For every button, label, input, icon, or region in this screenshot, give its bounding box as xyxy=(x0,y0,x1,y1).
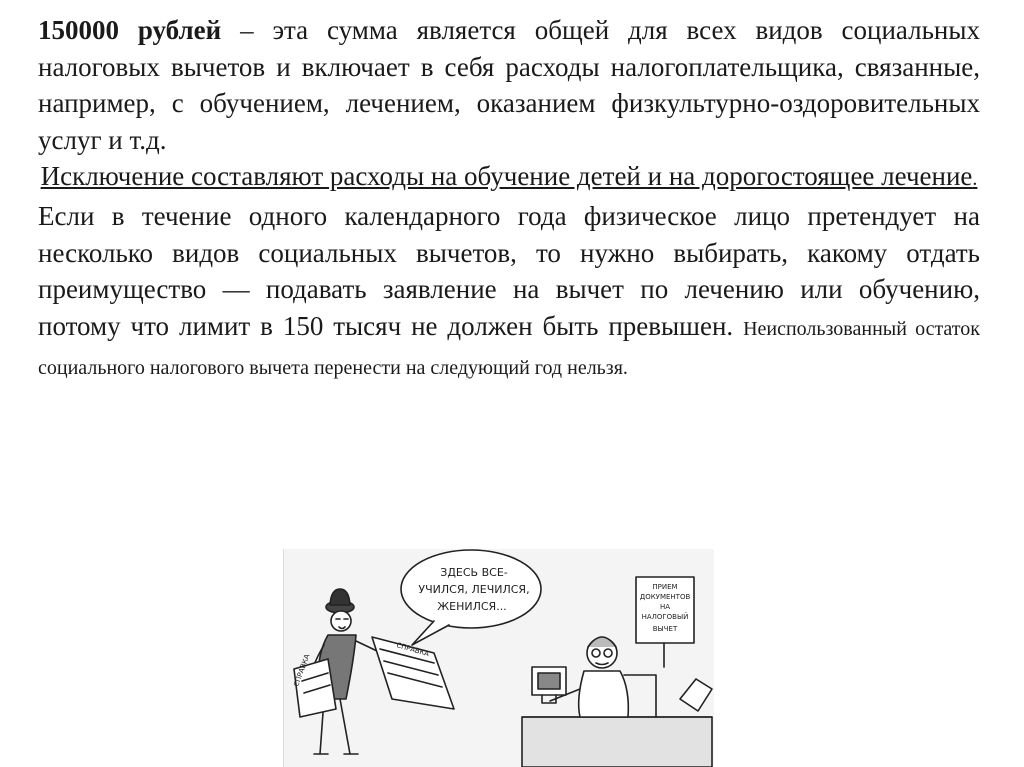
sign-line-3: НА xyxy=(659,603,671,611)
sign-line-5: ВЫЧЕТ xyxy=(652,625,678,633)
speech-line-1: ЗДЕСЬ ВСЕ- xyxy=(440,566,508,579)
sign-line-1: ПРИЕМ xyxy=(652,583,678,591)
choice-text: Если в течение одного календарного года физическое лицо претендует на несколько видов социальных вычетов, то нужно выбирать, какому отдать преимущество — подавать заявление на вычет по лечению или обучению, потому что лимит в 150 тысяч не должен быть превышен. xyxy=(38,200,980,341)
exception-dot: . xyxy=(972,168,978,191)
desk xyxy=(522,717,712,767)
speech-line-3: ЖЕНИЛСЯ... xyxy=(437,600,507,613)
paper-label-right: СПРАВКА xyxy=(395,641,431,659)
paper-label-left: СПРАВКА xyxy=(292,653,312,688)
slide-text xyxy=(38,12,980,387)
paragraph-exception xyxy=(38,158,980,198)
sign-line-2: ДОКУМЕНТОВ xyxy=(639,593,691,601)
sign-line-4: НАЛОГОВЫЙ xyxy=(641,613,689,621)
paragraph-total-limit xyxy=(38,12,980,158)
no-carryover-note: Неиспользованный остаток социального налогового вычета перенести на следующий год нельзя. xyxy=(38,317,980,380)
limit-description: – эта сумма является общей для всех видов социальных налоговых вычетов и включает в себя расходы налогоплательщика, связанные, например, с обучением, лечением, оказанием физкультурно-оздоровительных услуг и т.д. xyxy=(38,15,981,155)
cartoon-illustration xyxy=(283,549,714,767)
limit-amount: 150000 рублей xyxy=(38,15,222,45)
exception-text: Исключение составляют расходы на обучение детей и на дорогостоящее лечение xyxy=(40,161,973,192)
speech-line-2: УЧИЛСЯ, ЛЕЧИЛСЯ, xyxy=(418,583,530,596)
clerk-body xyxy=(579,671,629,717)
cartoon-drawing xyxy=(284,549,714,767)
paragraph-choice xyxy=(38,198,980,387)
